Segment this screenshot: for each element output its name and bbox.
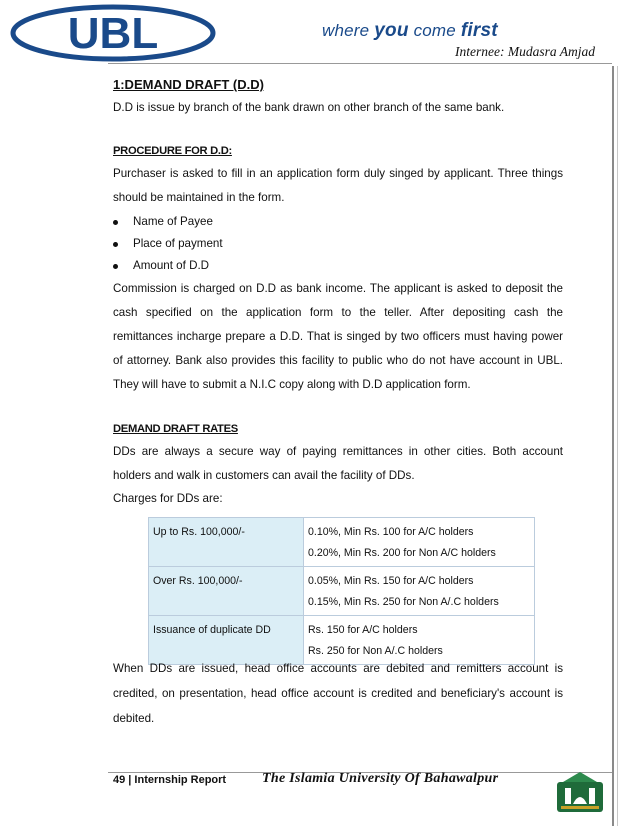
rates-heading: DEMAND DRAFT RATES [113,423,238,435]
university-crest-icon [555,770,605,814]
dd-rates-table [148,517,535,665]
table-cell-rate: 0.05%, Min Rs. 150 for A/C holders 0.15%, Min Rs. 250 for Non A/.C holders [304,567,535,616]
intro-paragraph: D.D is issue by branch of the bank drawn on other branch of the same bank. [113,101,505,114]
table-row [149,567,535,616]
procedure-heading: PROCEDURE FOR D.D: [113,145,232,157]
section-title: 1:DEMAND DRAFT (D.D) [113,77,264,92]
charges-label: Charges for DDs are: [113,492,223,505]
bullet-icon [113,220,118,225]
page-number: 49 | Internship Report [113,774,227,786]
page-border [612,66,614,826]
rates-paragraph: DDs are always a secure way of paying remittances in other cities. Both account holders and walk in customers can avail the facility of DDs. [113,445,563,482]
table-cell-label: Up to Rs. 100,000/- [149,518,304,567]
table-cell-label: Issuance of duplicate DD [149,616,304,665]
page-header [0,0,638,66]
table-cell-rate: Rs. 150 for A/C holders Rs. 250 for Non A/.C holders [304,616,535,665]
list-item: Amount of D.D [113,255,563,277]
brand-tagline: where you come first [322,20,498,41]
table-row [149,518,535,567]
table-cell-rate: 0.10%, Min Rs. 100 for A/C holders 0.20%, Min Rs. 200 for Non A/C holders [304,518,535,567]
page-border-inner [617,66,618,826]
list-item: Name of Payee [113,211,563,233]
list-item: Place of payment [113,233,563,255]
header-divider [108,63,612,64]
commission-paragraph: Commission is charged on D.D as bank income. The applicant is asked to deposit the cash specified on the application form to the teller. After depositing cash the remittances incharge prepare a D.D. That is singed by two officers must having power of attorney. Bank also provides this facility to public who do not have account in UBL. They will have to submit a N.I.C copy along with D.D application form. [113,282,563,391]
table-cell-label: Over Rs. 100,000/- [149,567,304,616]
closing-paragraph: When DDs are issued, head office accounts are debited and remitters account is credited, on presentation, head office account is credited and beneficiary's account is debited. [113,662,563,725]
ubl-logo [8,4,218,62]
bullet-icon [113,242,118,247]
logo-text: UBL [67,9,159,58]
bullet-icon [113,264,118,269]
page-body [113,70,563,510]
form-requirements-list [113,211,563,277]
procedure-paragraph: Purchaser is asked to fill in an application form duly singed by applicant. Three things should be maintained in the form. [113,167,563,204]
internee-name: Internee: Mudasra Amjad [455,44,595,59]
university-name: The Islamia University Of Bahawalpur [262,771,499,786]
